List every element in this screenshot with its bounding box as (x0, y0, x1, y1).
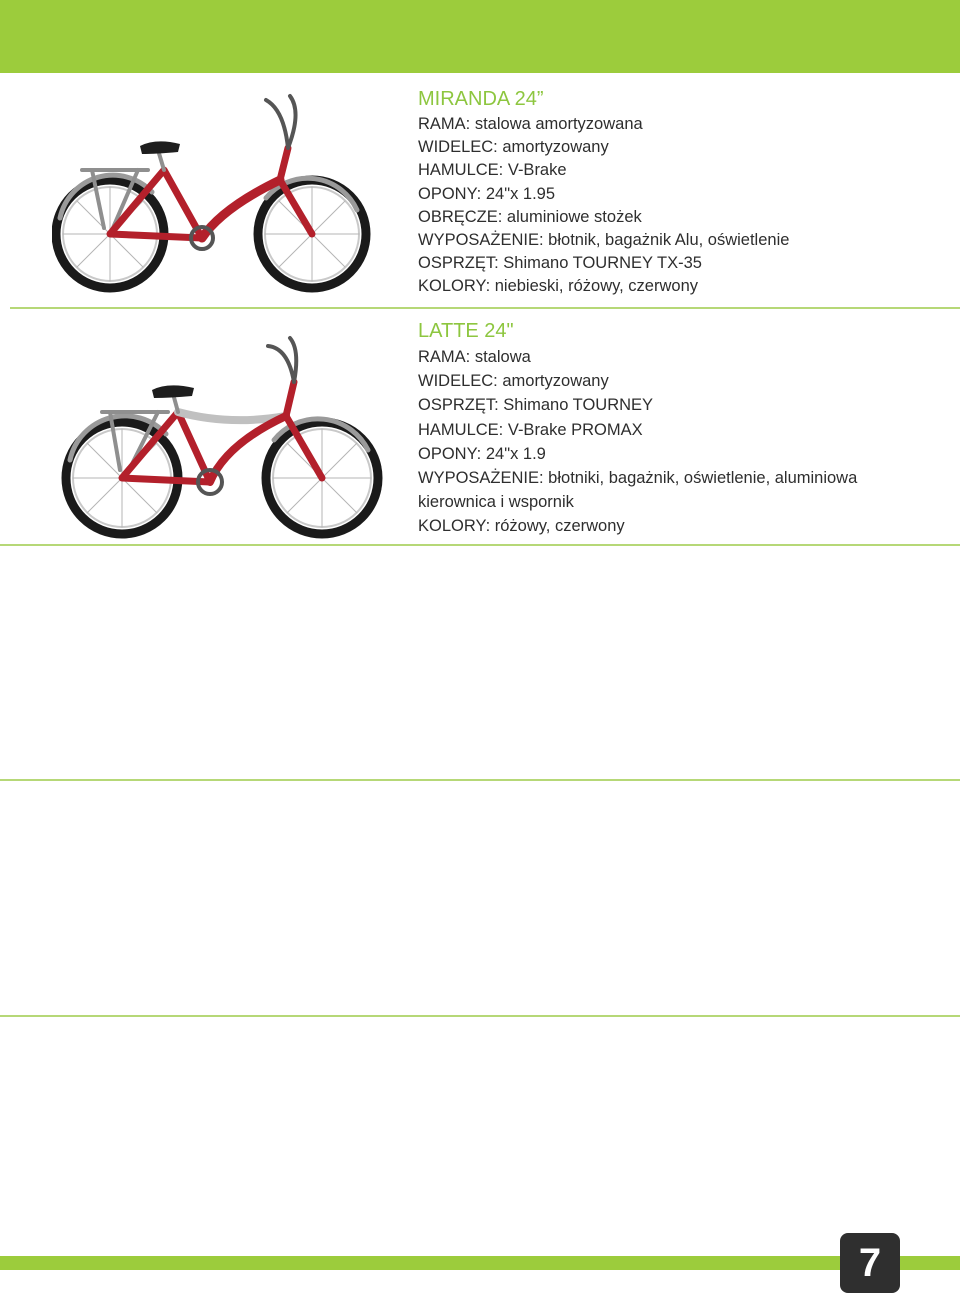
spec-line: WYPOSAŻENIE: błotnik, bagażnik Alu, oświetlenie (418, 231, 790, 250)
section-divider (10, 307, 960, 309)
spec-line: WYPOSAŻENIE: błotniki, bagażnik, oświetlenie, aluminiowa (418, 469, 858, 488)
miranda-bike-image (52, 88, 374, 300)
product-title: LATTE 24" (418, 320, 514, 342)
page-number-badge: 7 (840, 1233, 900, 1293)
spec-line: kierownica i wspornik (418, 493, 574, 512)
header-bar (0, 0, 960, 73)
spec-line: OSPRZĘT: Shimano TOURNEY (418, 396, 654, 415)
spec-line: OPONY: 24"x 1.9 (418, 444, 546, 463)
section-divider (0, 1015, 960, 1017)
spec-line: KOLORY: niebieski, różowy, czerwony (418, 277, 699, 296)
spec-line: KOLORY: różowy, czerwony (418, 517, 625, 536)
latte-bike-image (50, 318, 384, 543)
spec-line: RAMA: stalowa amortyzowana (418, 115, 643, 133)
spec-line: WIDELEC: amortyzowany (418, 138, 609, 157)
product-title: MIRANDA 24” (418, 88, 544, 110)
spec-line: OSPRZĘT: Shimano TOURNEY TX-35 (418, 254, 702, 273)
footer-bar (0, 1256, 960, 1270)
spec-line: HAMULCE: V-Brake PROMAX (418, 420, 643, 439)
bicycle-icon (52, 88, 374, 300)
bicycle-icon (50, 318, 384, 543)
spec-line: RAMA: stalowa (418, 348, 531, 366)
section-divider (0, 779, 960, 781)
spec-line: OBRĘCZE: aluminiowe stożek (418, 207, 642, 226)
section-divider (0, 544, 960, 546)
spec-line: OPONY: 24"x 1.95 (418, 184, 556, 203)
spec-line: WIDELEC: amortyzowany (418, 372, 609, 391)
spec-line: HAMULCE: V-Brake (418, 161, 567, 180)
miranda-spec-block (418, 86, 789, 299)
latte-spec-block (418, 318, 857, 539)
